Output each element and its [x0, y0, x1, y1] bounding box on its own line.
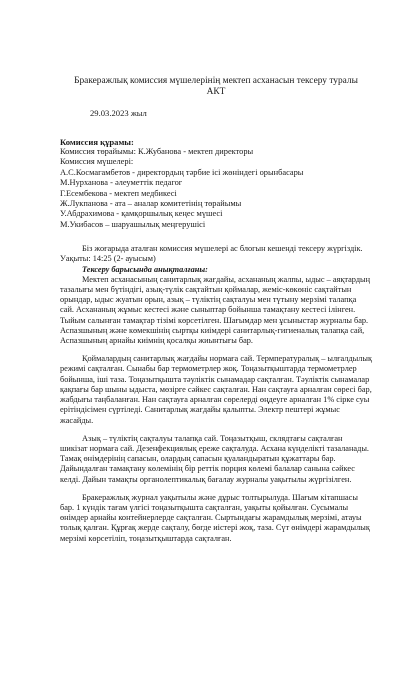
document-title: [60, 76, 372, 98]
member-line: М.Укибасов – шаруашылық меңгерушісі: [60, 219, 206, 229]
member-line: У.Абдрахимова - қамқоршылық кеңес мүшесі: [60, 209, 223, 219]
findings-paragraph-4: Бракеражлық журнал уақытылы және дұрыс толтырылуда. Шағым кітапшасы бар. 1 күндік тағам үлгісі тоңазытқышта сақталған, уақыты қойылған. Сусымалы өнімдер арнайы контейнерлерде сақталған. Сыртындағы жарамдылық мерзімі, атауы толық қалған. Құрғақ жерде сақталу, бөгде иістері жоқ, таза. Сүт өнімдері жарамдылық мерзімі көрсетіліп, тоңазытқыштарда сақталған.: [60, 492, 370, 543]
intro-paragraph: Біз жоғарыда аталған комиссия мүшелері ас блогын кешенді тексеру жүргіздік. Уақыты: 14:25 (2- ауысым): [60, 244, 363, 264]
findings-paragraph-2: Қоймалардың санитарлық жағдайы нормаға сай. Термпературалық – ылғалдылық режимі сақталған. Сынабы бар термометрлер жоқ. Тоңазытқыштарда термометрлер бойынша, іші таза. Тоңазытқышта тәуліктік сынамадар сақталған. Тәуліктік сынамалар қақпағы бар шыны ыдыста, мөзірге сәйкес сақталған. Нан сақтауға арналған сөресі бар, жабдығы таңбаланған. Нан сақтауға арналған сөрелерді өңдеуге арналған 1% сірке суы ерітіндісімен сүртіледі. Санитарлық жағдайы қалыпты. Электр пештері жұмыс жасайды.: [60, 354, 372, 425]
findings-paragraph-1: Мектеп асханасының санитарлық жағдайы, асхананың жалпы, ыдыс – аяқтардың тазалығы мен бүтіндігі, азық-түлік сақтайтын қоймалар, жеміс-көкөніс сақтайтын орындар, ыдыс жуатын орын, азық – түліктің сақталуы мен түтыну мерзімі талапқа сай. Асхананың жұмыс кестесі және сыныптар бойынша тамақтану кестесі ілінген. Тыйым салынған тамақтар тізімі көрсетілген. Шағымдар мен ұсыныстар журналы бар. Аспазшының және көмекшінің сыртқы киімдері санитарлық-гигиеналық талапқа сай, Аспазшының арнайы киімнің қосалқы жиынтығы бар.: [60, 274, 371, 346]
findings-heading: Тексеру барысында анықталғаны:: [82, 264, 208, 274]
commission-section: [60, 137, 372, 230]
title-line-2: АКТ: [206, 87, 226, 97]
member-line: М.Нурханова - әлеуметтік педагог: [60, 178, 183, 188]
members-heading: Комиссия мүшелері:: [60, 157, 134, 167]
member-line: Г.Есембекова - мектеп медбикесі: [60, 188, 177, 198]
commission-chairman: Комиссия төрайымы: К.Жубанова - мектеп директоры: [60, 147, 254, 156]
findings-paragraph-3: Азық – түліктің сақталуы талапқа сай. Тоңазытқыш, склядтағы сақталған шикізат нормаға сай. Дезенфекциялық ереже сақталуда. Асхана күнделікті тазаланады. Тамақ өнімдерінің сапасын, олардың сапасын қуаландыратын құжаттары бар. Дайындалған тамақтану көлемінің бір реттік порция көлемі балалар санына сәйкес келді. Дайын тамақты органолептикалық бағалау журналы уақытылы жүргізілген.: [60, 433, 369, 484]
act-date: 29.03.2023 жыл: [90, 108, 147, 118]
member-line: Ж.Лукпанова - ата – аналар комитетінің төрайымы: [60, 199, 242, 209]
member-line: А.С.Космагамбетов - директордың тәрбие ісі жөніндегі орынбасары: [60, 167, 304, 177]
title-line-1: Бракеражлық комиссия мүшелерінің мектеп асханасын тексеру туралы: [74, 76, 358, 86]
composition-heading: Комиссия құрамы:: [60, 137, 134, 147]
